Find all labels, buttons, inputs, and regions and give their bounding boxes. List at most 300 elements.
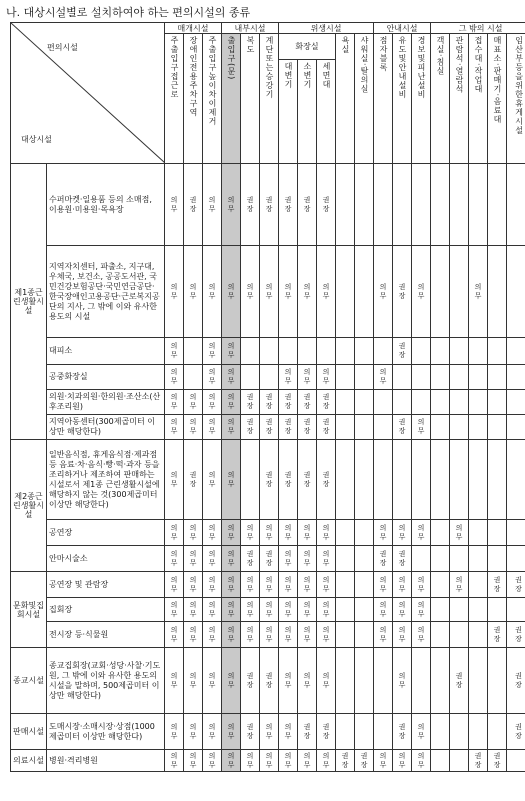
value-cell bbox=[355, 440, 374, 520]
value-cell bbox=[488, 390, 507, 415]
value-cell: 권장 bbox=[279, 440, 298, 520]
value-cell: 의무 bbox=[222, 440, 241, 520]
value-cell bbox=[507, 246, 525, 338]
group-header: 내부시설 bbox=[222, 23, 279, 34]
value-cell bbox=[412, 390, 431, 415]
value-cell: 의무 bbox=[184, 390, 203, 415]
value-cell bbox=[355, 546, 374, 572]
facility-cell: 대피소 bbox=[47, 338, 165, 365]
value-cell bbox=[469, 572, 488, 598]
value-cell bbox=[431, 246, 450, 338]
value-cell: 권장 bbox=[298, 440, 317, 520]
value-cell bbox=[469, 164, 488, 246]
value-cell: 의무 bbox=[279, 598, 298, 622]
value-cell: 의무 bbox=[165, 390, 184, 415]
value-cell bbox=[488, 338, 507, 365]
value-cell bbox=[469, 520, 488, 546]
value-cell: 의무 bbox=[165, 520, 184, 546]
value-cell bbox=[488, 648, 507, 714]
value-cell: 의무 bbox=[393, 520, 412, 546]
value-cell: 의무 bbox=[222, 750, 241, 772]
category-cell: 종교시설 bbox=[11, 648, 47, 714]
value-cell: 의무 bbox=[279, 246, 298, 338]
column-header: 세면대 bbox=[317, 60, 336, 164]
value-cell bbox=[469, 598, 488, 622]
value-cell: 권장 bbox=[393, 415, 412, 440]
value-cell: 의무 bbox=[412, 750, 431, 772]
value-cell: 의무 bbox=[222, 390, 241, 415]
value-cell bbox=[393, 440, 412, 520]
value-cell: 의무 bbox=[203, 598, 222, 622]
value-cell bbox=[241, 365, 260, 390]
value-cell: 권장 bbox=[279, 164, 298, 246]
value-cell: 권장 bbox=[241, 546, 260, 572]
value-cell bbox=[374, 440, 393, 520]
value-cell: 의무 bbox=[184, 750, 203, 772]
value-cell: 권장 bbox=[298, 164, 317, 246]
column-header: 계단또는승강기 bbox=[260, 34, 279, 164]
value-cell bbox=[412, 440, 431, 520]
value-cell: 권장 bbox=[260, 415, 279, 440]
value-cell bbox=[469, 390, 488, 415]
value-cell: 의무 bbox=[222, 546, 241, 572]
value-cell: 의무 bbox=[412, 572, 431, 598]
facility-table bbox=[10, 22, 525, 772]
category-cell: 판매시설 bbox=[11, 714, 47, 750]
value-cell: 의무 bbox=[184, 648, 203, 714]
value-cell bbox=[412, 365, 431, 390]
value-cell: 권장 bbox=[469, 750, 488, 772]
value-cell bbox=[469, 546, 488, 572]
column-header: 샤워실·탈의실 bbox=[355, 34, 374, 164]
value-cell bbox=[241, 440, 260, 520]
value-cell: 의무 bbox=[279, 365, 298, 390]
value-cell bbox=[488, 246, 507, 338]
table-row bbox=[11, 390, 525, 415]
value-cell: 의무 bbox=[374, 520, 393, 546]
value-cell: 의무 bbox=[241, 246, 260, 338]
value-cell: 권장 bbox=[507, 648, 525, 714]
value-cell: 의무 bbox=[184, 246, 203, 338]
table-row bbox=[11, 164, 525, 246]
value-cell bbox=[355, 338, 374, 365]
value-cell bbox=[450, 390, 469, 415]
value-cell: 의무 bbox=[222, 520, 241, 546]
value-cell: 의무 bbox=[317, 546, 336, 572]
value-cell: 권장 bbox=[393, 338, 412, 365]
facility-cell: 공중화장실 bbox=[47, 365, 165, 390]
value-cell: 의무 bbox=[203, 546, 222, 572]
value-cell: 의무 bbox=[165, 546, 184, 572]
facility-cell: 병원·격리병원 bbox=[47, 750, 165, 772]
value-cell: 의무 bbox=[317, 520, 336, 546]
value-cell: 의무 bbox=[412, 622, 431, 648]
value-cell bbox=[336, 714, 355, 750]
value-cell bbox=[355, 365, 374, 390]
value-cell bbox=[431, 572, 450, 598]
table-row bbox=[11, 714, 525, 750]
table-row bbox=[11, 246, 525, 338]
value-cell: 권장 bbox=[488, 622, 507, 648]
value-cell: 권장 bbox=[450, 648, 469, 714]
value-cell: 의무 bbox=[298, 648, 317, 714]
value-cell: 의무 bbox=[279, 622, 298, 648]
value-cell bbox=[469, 338, 488, 365]
value-cell bbox=[336, 365, 355, 390]
value-cell: 권장 bbox=[507, 714, 525, 750]
value-cell bbox=[412, 546, 431, 572]
value-cell bbox=[241, 338, 260, 365]
value-cell: 권장 bbox=[317, 440, 336, 520]
value-cell: 의무 bbox=[412, 246, 431, 338]
value-cell: 권장 bbox=[260, 164, 279, 246]
table-row bbox=[11, 648, 525, 714]
column-header: 대변기 bbox=[279, 60, 298, 164]
value-cell: 의무 bbox=[203, 415, 222, 440]
value-cell bbox=[431, 440, 450, 520]
value-cell: 의무 bbox=[374, 246, 393, 338]
value-cell: 의무 bbox=[241, 598, 260, 622]
value-cell bbox=[431, 750, 450, 772]
value-cell bbox=[488, 714, 507, 750]
value-cell: 권장 bbox=[241, 648, 260, 714]
value-cell: 의무 bbox=[393, 598, 412, 622]
value-cell: 의무 bbox=[165, 338, 184, 365]
value-cell: 의무 bbox=[317, 598, 336, 622]
value-cell bbox=[488, 440, 507, 520]
value-cell: 권장 bbox=[317, 390, 336, 415]
value-cell: 의무 bbox=[222, 338, 241, 365]
value-cell: 권장 bbox=[241, 164, 260, 246]
value-cell: 권장 bbox=[317, 415, 336, 440]
value-cell bbox=[374, 338, 393, 365]
value-cell: 의무 bbox=[393, 750, 412, 772]
value-cell: 의무 bbox=[279, 648, 298, 714]
value-cell: 의무 bbox=[279, 520, 298, 546]
value-cell: 의무 bbox=[374, 365, 393, 390]
value-cell: 의무 bbox=[203, 520, 222, 546]
value-cell: 의무 bbox=[165, 440, 184, 520]
value-cell bbox=[374, 714, 393, 750]
value-cell: 의무 bbox=[260, 750, 279, 772]
value-cell: 의무 bbox=[241, 572, 260, 598]
value-cell: 의무 bbox=[184, 714, 203, 750]
value-cell: 권장 bbox=[393, 246, 412, 338]
value-cell: 의무 bbox=[203, 714, 222, 750]
value-cell: 의무 bbox=[298, 622, 317, 648]
value-cell: 의무 bbox=[469, 246, 488, 338]
value-cell bbox=[355, 648, 374, 714]
value-cell: 의무 bbox=[222, 415, 241, 440]
value-cell bbox=[431, 598, 450, 622]
facility-cell: 수퍼마켓·일용품 등의 소매점, 이용원·미용원·목욕장 bbox=[47, 164, 165, 246]
value-cell bbox=[374, 648, 393, 714]
value-cell: 의무 bbox=[203, 648, 222, 714]
value-cell: 의무 bbox=[374, 622, 393, 648]
value-cell: 의무 bbox=[393, 648, 412, 714]
value-cell: 의무 bbox=[165, 622, 184, 648]
value-cell: 의무 bbox=[165, 572, 184, 598]
facility-cell: 도매시장·소매시장·상점(1000제곱미터 이상만 해당한다) bbox=[47, 714, 165, 750]
value-cell bbox=[469, 415, 488, 440]
value-cell bbox=[469, 648, 488, 714]
value-cell bbox=[450, 714, 469, 750]
value-cell bbox=[488, 520, 507, 546]
value-cell bbox=[507, 365, 525, 390]
table-row bbox=[11, 598, 525, 622]
value-cell bbox=[469, 622, 488, 648]
table-row bbox=[11, 546, 525, 572]
value-cell: 의무 bbox=[184, 415, 203, 440]
value-cell: 의무 bbox=[279, 750, 298, 772]
group-header: 안내시설 bbox=[374, 23, 431, 34]
value-cell bbox=[507, 750, 525, 772]
value-cell bbox=[184, 338, 203, 365]
column-header: 유도및안내설비 bbox=[393, 34, 412, 164]
value-cell: 의무 bbox=[165, 714, 184, 750]
value-cell bbox=[507, 440, 525, 520]
value-cell bbox=[469, 365, 488, 390]
value-cell bbox=[507, 415, 525, 440]
column-header: 매표소·판매기·음료대 bbox=[488, 34, 507, 164]
value-cell: 의무 bbox=[222, 572, 241, 598]
value-cell: 권장 bbox=[260, 390, 279, 415]
value-cell: 의무 bbox=[279, 546, 298, 572]
value-cell bbox=[336, 440, 355, 520]
value-cell: 권장 bbox=[241, 415, 260, 440]
value-cell bbox=[355, 520, 374, 546]
value-cell: 의무 bbox=[317, 622, 336, 648]
value-cell: 의무 bbox=[393, 572, 412, 598]
value-cell bbox=[355, 246, 374, 338]
value-cell bbox=[184, 365, 203, 390]
value-cell: 의무 bbox=[298, 750, 317, 772]
value-cell bbox=[488, 546, 507, 572]
table-row bbox=[11, 365, 525, 390]
value-cell: 권장 bbox=[184, 164, 203, 246]
facility-cell: 전시장 등·식물원 bbox=[47, 622, 165, 648]
value-cell: 의무 bbox=[184, 572, 203, 598]
value-cell bbox=[469, 440, 488, 520]
column-header: 점자블록 bbox=[374, 34, 393, 164]
value-cell: 의무 bbox=[298, 246, 317, 338]
value-cell: 의무 bbox=[298, 365, 317, 390]
value-cell: 권장 bbox=[279, 390, 298, 415]
value-cell: 의무 bbox=[165, 164, 184, 246]
value-cell bbox=[279, 338, 298, 365]
value-cell bbox=[469, 714, 488, 750]
value-cell bbox=[488, 415, 507, 440]
value-cell bbox=[431, 365, 450, 390]
value-cell: 의무 bbox=[260, 572, 279, 598]
value-cell bbox=[431, 415, 450, 440]
facility-cell: 종교집회장(교회·성당·사찰·기도원, 그 밖에 이와 유사한 용도의 시설을 말하며, 500제곱미터 이상만 해당한다) bbox=[47, 648, 165, 714]
value-cell: 의무 bbox=[203, 246, 222, 338]
value-cell bbox=[450, 598, 469, 622]
value-cell bbox=[412, 648, 431, 714]
value-cell bbox=[450, 338, 469, 365]
column-header: 주출입구접근로 bbox=[165, 34, 184, 164]
value-cell bbox=[450, 365, 469, 390]
table-row bbox=[11, 440, 525, 520]
value-cell: 의무 bbox=[279, 572, 298, 598]
column-header: 관람석·열람석 bbox=[450, 34, 469, 164]
value-cell bbox=[450, 246, 469, 338]
value-cell: 의무 bbox=[184, 622, 203, 648]
value-cell: 의무 bbox=[412, 598, 431, 622]
value-cell: 의무 bbox=[222, 246, 241, 338]
value-cell bbox=[507, 390, 525, 415]
value-cell bbox=[355, 598, 374, 622]
value-cell bbox=[412, 164, 431, 246]
value-cell bbox=[450, 415, 469, 440]
value-cell bbox=[355, 622, 374, 648]
value-cell bbox=[374, 415, 393, 440]
value-cell: 의무 bbox=[241, 622, 260, 648]
value-cell bbox=[507, 598, 525, 622]
value-cell: 권장 bbox=[260, 440, 279, 520]
column-header: 임산부등을위한휴게시설 bbox=[507, 34, 525, 164]
value-cell: 권장 bbox=[336, 750, 355, 772]
value-cell bbox=[450, 622, 469, 648]
value-cell bbox=[336, 520, 355, 546]
value-cell bbox=[507, 164, 525, 246]
value-cell: 의무 bbox=[165, 598, 184, 622]
value-cell bbox=[431, 164, 450, 246]
group-header: 매개시설 bbox=[165, 23, 222, 34]
value-cell bbox=[488, 365, 507, 390]
column-header: 장애인전용주차구역 bbox=[184, 34, 203, 164]
value-cell: 의무 bbox=[165, 415, 184, 440]
value-cell: 의무 bbox=[222, 598, 241, 622]
facility-cell: 지역자치센터, 파출소, 지구대, 우체국, 보건소, 공공도서관, 국민건강보험공단·국민연금공단·한국장애인고용공단·근로복지공단의 지사, 그 밖에 이와 유사한 용도의 시설 bbox=[47, 246, 165, 338]
value-cell: 권장 bbox=[317, 164, 336, 246]
table-row bbox=[11, 520, 525, 546]
value-cell bbox=[355, 572, 374, 598]
category-cell: 제1종근린생활시설 bbox=[11, 164, 47, 440]
value-cell: 의무 bbox=[165, 365, 184, 390]
value-cell: 의무 bbox=[203, 750, 222, 772]
value-cell: 의무 bbox=[260, 246, 279, 338]
value-cell bbox=[488, 164, 507, 246]
value-cell: 의무 bbox=[203, 164, 222, 246]
value-cell bbox=[431, 338, 450, 365]
facility-cell: 집회장 bbox=[47, 598, 165, 622]
table-row bbox=[11, 415, 525, 440]
facility-cell: 일반음식점, 휴게음식점·제과점 등 음료·차·음식·빵·떡·과자 등을 조리하거나 제조하여 판매하는 시설로서 제1종 근린생활시설에 해당하지 않는 것(300제곱미터 이상만 해당한다) bbox=[47, 440, 165, 520]
value-cell: 의무 bbox=[450, 520, 469, 546]
value-cell bbox=[298, 338, 317, 365]
table-row bbox=[11, 622, 525, 648]
facility-cell: 공연장 bbox=[47, 520, 165, 546]
value-cell: 의무 bbox=[203, 338, 222, 365]
value-cell bbox=[336, 390, 355, 415]
value-cell: 의무 bbox=[241, 520, 260, 546]
value-cell bbox=[393, 164, 412, 246]
value-cell: 의무 bbox=[450, 572, 469, 598]
page-title: 나. 대상시설별로 설치하여야 하는 편의시설의 종류 bbox=[6, 6, 251, 19]
value-cell: 권장 bbox=[393, 546, 412, 572]
facility-cell: 지역아동센터(300제곱미터 이상만 해당한다) bbox=[47, 415, 165, 440]
value-cell bbox=[431, 390, 450, 415]
column-header: 주출입구높이차이제거 bbox=[203, 34, 222, 164]
value-cell bbox=[412, 338, 431, 365]
value-cell: 의무 bbox=[279, 714, 298, 750]
value-cell bbox=[336, 546, 355, 572]
column-header: 접수대·작업대 bbox=[469, 34, 488, 164]
column-header: 출입구(문) bbox=[222, 34, 241, 164]
value-cell: 의무 bbox=[184, 546, 203, 572]
value-cell: 의무 bbox=[222, 648, 241, 714]
column-header: 욕실 bbox=[336, 34, 355, 164]
column-header: 소변기 bbox=[298, 60, 317, 164]
value-cell: 권장 bbox=[393, 714, 412, 750]
value-cell: 의무 bbox=[317, 750, 336, 772]
value-cell bbox=[336, 648, 355, 714]
value-cell: 권장 bbox=[260, 546, 279, 572]
value-cell: 의무 bbox=[222, 164, 241, 246]
category-cell: 의료시설 bbox=[11, 750, 47, 772]
value-cell: 의무 bbox=[317, 365, 336, 390]
value-cell: 의무 bbox=[203, 440, 222, 520]
value-cell: 권장 bbox=[279, 415, 298, 440]
value-cell bbox=[260, 338, 279, 365]
column-header: 경보및피난설비 bbox=[412, 34, 431, 164]
value-cell bbox=[450, 440, 469, 520]
value-cell: 권장 bbox=[298, 415, 317, 440]
category-cell: 제2종근린생활시설 bbox=[11, 440, 47, 572]
value-cell bbox=[336, 246, 355, 338]
value-cell bbox=[317, 338, 336, 365]
value-cell bbox=[374, 164, 393, 246]
value-cell: 의무 bbox=[165, 246, 184, 338]
target-label: 대상시설 bbox=[21, 135, 52, 144]
value-cell bbox=[431, 622, 450, 648]
value-cell: 의무 bbox=[374, 572, 393, 598]
value-cell bbox=[507, 546, 525, 572]
value-cell: 의무 bbox=[203, 390, 222, 415]
value-cell: 의무 bbox=[203, 365, 222, 390]
value-cell bbox=[450, 546, 469, 572]
value-cell: 권장 bbox=[488, 750, 507, 772]
value-cell: 의무 bbox=[412, 415, 431, 440]
value-cell: 의무 bbox=[260, 622, 279, 648]
table-row bbox=[11, 572, 525, 598]
value-cell bbox=[507, 520, 525, 546]
value-cell: 의무 bbox=[165, 648, 184, 714]
table-row bbox=[11, 338, 525, 365]
facility-label: 편의시설 bbox=[47, 43, 78, 52]
value-cell: 의무 bbox=[241, 750, 260, 772]
facility-cell: 의원·치과의원·한의원·조산소(산후조리원) bbox=[47, 390, 165, 415]
value-cell bbox=[336, 164, 355, 246]
value-cell: 의무 bbox=[222, 622, 241, 648]
value-cell: 권장 bbox=[241, 390, 260, 415]
value-cell: 의무 bbox=[184, 520, 203, 546]
value-cell: 의무 bbox=[260, 520, 279, 546]
value-cell: 권장 bbox=[241, 714, 260, 750]
value-cell bbox=[450, 750, 469, 772]
value-cell bbox=[431, 648, 450, 714]
facility-cell: 안마시술소 bbox=[47, 546, 165, 572]
value-cell: 의무 bbox=[298, 546, 317, 572]
value-cell bbox=[393, 390, 412, 415]
value-cell: 의무 bbox=[222, 714, 241, 750]
value-cell: 의무 bbox=[374, 598, 393, 622]
column-header: 복도 bbox=[241, 34, 260, 164]
value-cell: 의무 bbox=[412, 520, 431, 546]
value-cell bbox=[431, 714, 450, 750]
